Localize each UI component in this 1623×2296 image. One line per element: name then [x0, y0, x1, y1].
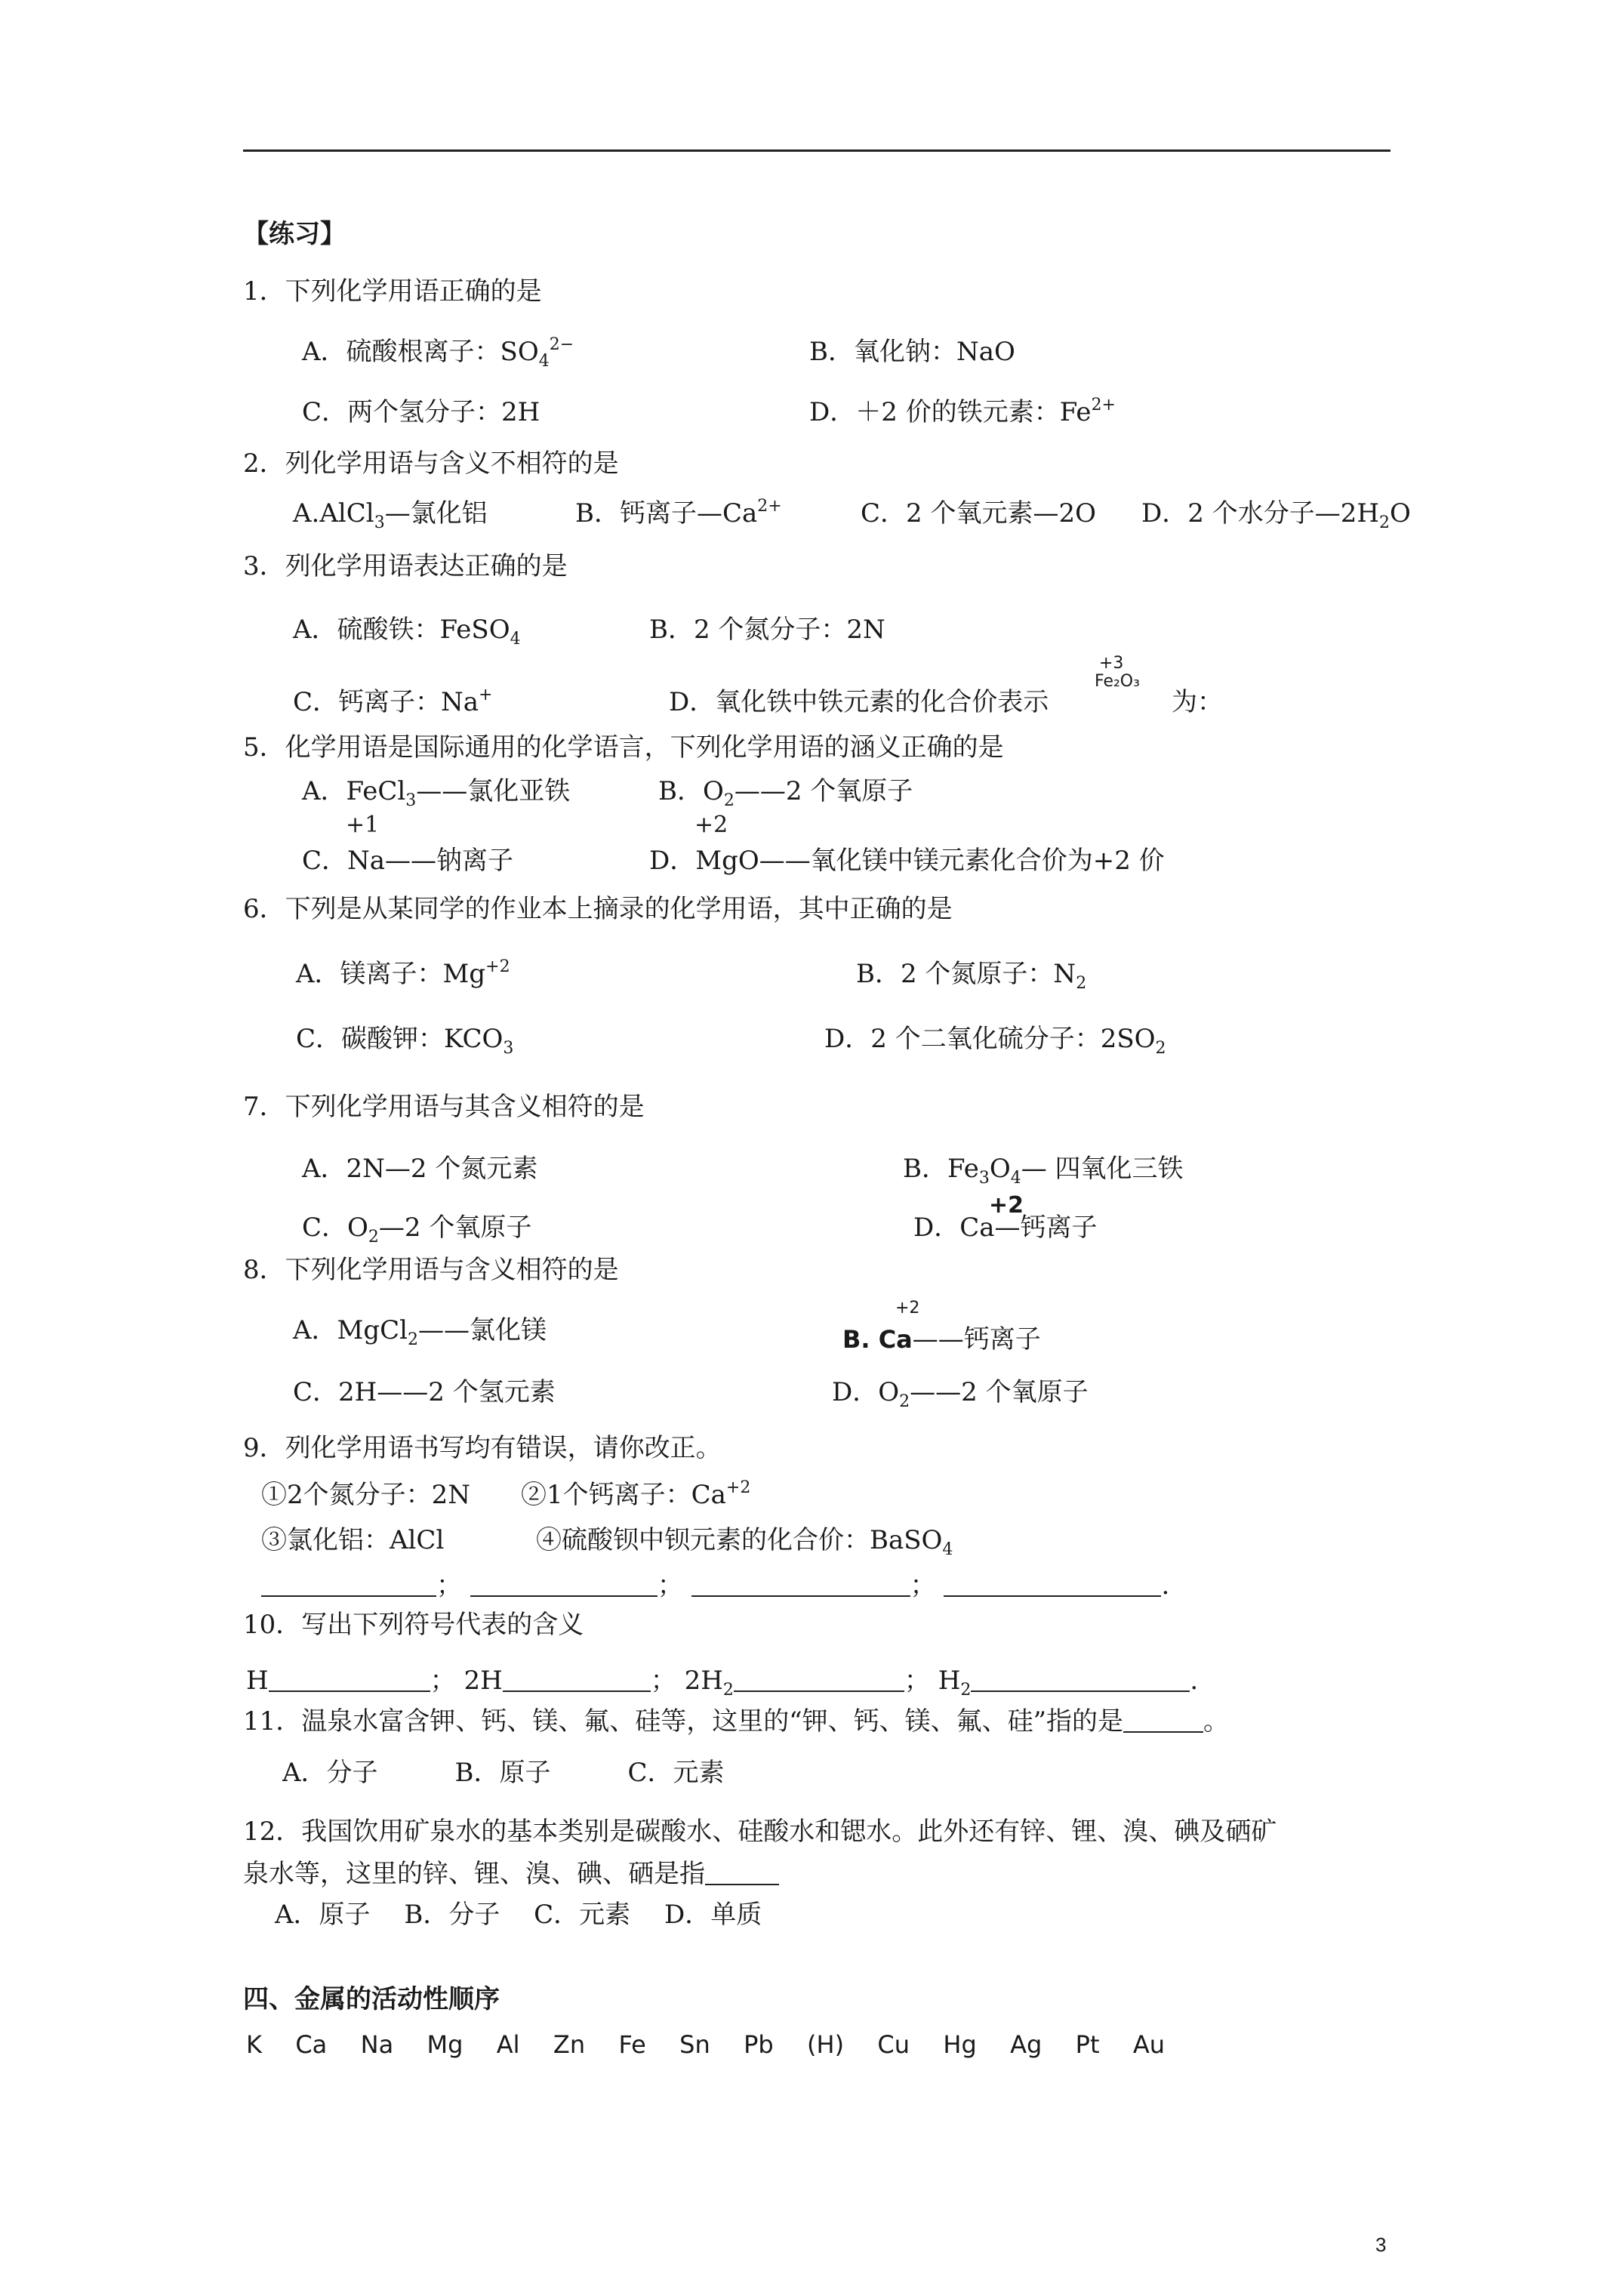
- q5-option-a: A．FeCl$_3$——氯化亚铁: [302, 776, 571, 810]
- q3-option-c: C．钙离子：Na+: [293, 686, 493, 717]
- q1-option-d: D．＋2 价的铁元素：$Fe^{2+}$: [809, 396, 1116, 427]
- q5-option-b: B．$O_2——2$ 个氧原子: [658, 776, 913, 810]
- q10-blank-3[interactable]: [734, 1668, 904, 1692]
- q2-option-c: C．2 个氧元素—2O: [861, 498, 1096, 529]
- q9-stem: 9．列化学用语书写均有错误，请你改正。: [243, 1433, 722, 1463]
- q9-answer-blanks: ； ； ； .: [261, 1569, 1169, 1602]
- q2-option-b: B．钙离子$—Ca^{2+}$: [575, 497, 782, 529]
- q10-blank-1[interactable]: [269, 1668, 430, 1692]
- page-number: 3: [1375, 2233, 1387, 2256]
- q8-option-b: B. Ca——钙离子: [842, 1324, 1041, 1354]
- q10-blank-4[interactable]: [971, 1668, 1190, 1692]
- q1-option-c: C．两个氢分子：2H: [302, 397, 540, 427]
- q8-option-d: D．$O_2——2$ 个氧原子: [832, 1377, 1089, 1411]
- q7-option-a: A．2N—2 个氮元素: [302, 1154, 538, 1184]
- q11-options: A．分子 B．原子 C．元素: [282, 1758, 725, 1788]
- q3-option-b: B．2 个氮分子：2N: [649, 615, 885, 645]
- q9-item-4: ④硫酸钡中钡元素的化合价：BaSO$_4$: [536, 1525, 953, 1559]
- q2-option-d: D．2 个水分子$—2H_2O$: [1141, 498, 1411, 532]
- q9-item-1: ①2个氮分子：2N: [261, 1480, 471, 1510]
- q3-stem: 3．列化学用语表达正确的是: [243, 551, 568, 581]
- q10-answer-blanks: H ； 2H ； $2H_2$ ； $H_2$ .: [246, 1666, 1199, 1700]
- q9-blank-4[interactable]: [944, 1573, 1161, 1597]
- q12-options: A．原子 B．分子 C．元素 D．单质: [275, 1900, 762, 1930]
- q12-stem-line1: 12．我国饮用矿泉水的基本类别是碳酸水、硅酸水和锶水。此外还有锌、锂、溴、碘及硒矿: [243, 1817, 1277, 1847]
- q2-stem: 2．列化学用语与含义不相符的是: [243, 448, 619, 479]
- q1-option-b: B．氧化钠：NaO: [809, 337, 1015, 367]
- q8-option-a: A．MgCl$_2$——氯化镁: [293, 1315, 547, 1349]
- q5-d-valence: +2: [694, 812, 728, 838]
- q2-option-a: A.AlCl$_3$—氯化铝: [293, 498, 488, 532]
- q1-option-a: A．硫酸根离子：$SO_4^{2-}$: [302, 335, 574, 371]
- q11-blank[interactable]: [1123, 1709, 1203, 1733]
- q3-d-formula: Fe₂O₃: [1095, 672, 1140, 691]
- q7-option-c: C．$O_2—2$ 个氧原子: [302, 1213, 532, 1247]
- q10-blank-2[interactable]: [503, 1668, 651, 1692]
- q11-stem: 11．温泉水富含钾、钙、镁、氟、硅等，这里的“钾、钙、镁、氟、硅”指的是 。: [243, 1706, 1230, 1737]
- q7-stem: 7．下列化学用语与其含义相符的是: [243, 1092, 645, 1122]
- q6-option-c: C．碳酸钾：$KCO_3$: [296, 1024, 514, 1058]
- q8-stem: 8．下列化学用语与含义相符的是: [243, 1255, 619, 1285]
- q6-option-a: A．镁离子：$Mg^{+2}$: [296, 957, 510, 989]
- q5-stem: 5．化学用语是国际通用的化学语言，下列化学用语的涵义正确的是: [243, 732, 1004, 763]
- metal-activity-series: K Ca Na Mg Al Zn Fe Sn Pb (H) Cu Hg Ag Pt Au: [246, 2030, 1165, 2059]
- q5-option-d: D．MgO——氧化镁中镁元素化合价为+2 价: [649, 846, 1165, 876]
- q9-blank-3[interactable]: [691, 1573, 910, 1597]
- header-rule: [243, 149, 1390, 152]
- q7-option-b: B．$Fe_3O_4—$ 四氧化三铁: [903, 1154, 1184, 1188]
- q7-d-valence: +2: [989, 1192, 1024, 1219]
- q9-blank-2[interactable]: [470, 1573, 658, 1597]
- q7-option-d: D．Ca—钙离子: [913, 1213, 1098, 1243]
- q6-option-d: D．2 个二氧化硫分子：$2SO_2$: [824, 1024, 1166, 1058]
- q5-c-valence: +1: [346, 812, 380, 838]
- q6-stem: 6．下列是从某同学的作业本上摘录的化学用语，其中正确的是: [243, 894, 953, 924]
- q6-option-b: B．2 个氮原子：$N_2$: [856, 959, 1087, 993]
- q3-d-tail: 为：: [1172, 687, 1223, 717]
- section4-heading: 四、金属的活动性顺序: [243, 1984, 500, 2014]
- q8-option-c: C．2H——2 个氢元素: [293, 1377, 556, 1407]
- q3-option-d: D．氧化铁中铁元素的化合价表示: [669, 687, 1049, 717]
- q9-item-3: ③氯化铝：AlCl: [261, 1525, 445, 1555]
- q10-stem: 10．写出下列符号代表的含义: [243, 1610, 584, 1640]
- q12-blank[interactable]: [705, 1861, 779, 1885]
- q3-d-valence: +3: [1099, 654, 1124, 673]
- q5-option-c: C．Na——钠离子: [302, 846, 514, 876]
- q3-option-a: A．硫酸铁：FeSO$_4$: [293, 615, 521, 649]
- q12-stem-line2: 泉水等，这里的锌、锂、溴、碘、硒是指: [243, 1857, 779, 1891]
- q8-b-valence: +2: [895, 1299, 920, 1318]
- practice-heading: 【练习】: [243, 219, 346, 249]
- q1-stem: 1．下列化学用语正确的是: [243, 276, 542, 307]
- q9-item-2: ②1个钙离子：$Ca^{+2}$: [521, 1478, 751, 1510]
- q9-blank-1[interactable]: [261, 1573, 436, 1597]
